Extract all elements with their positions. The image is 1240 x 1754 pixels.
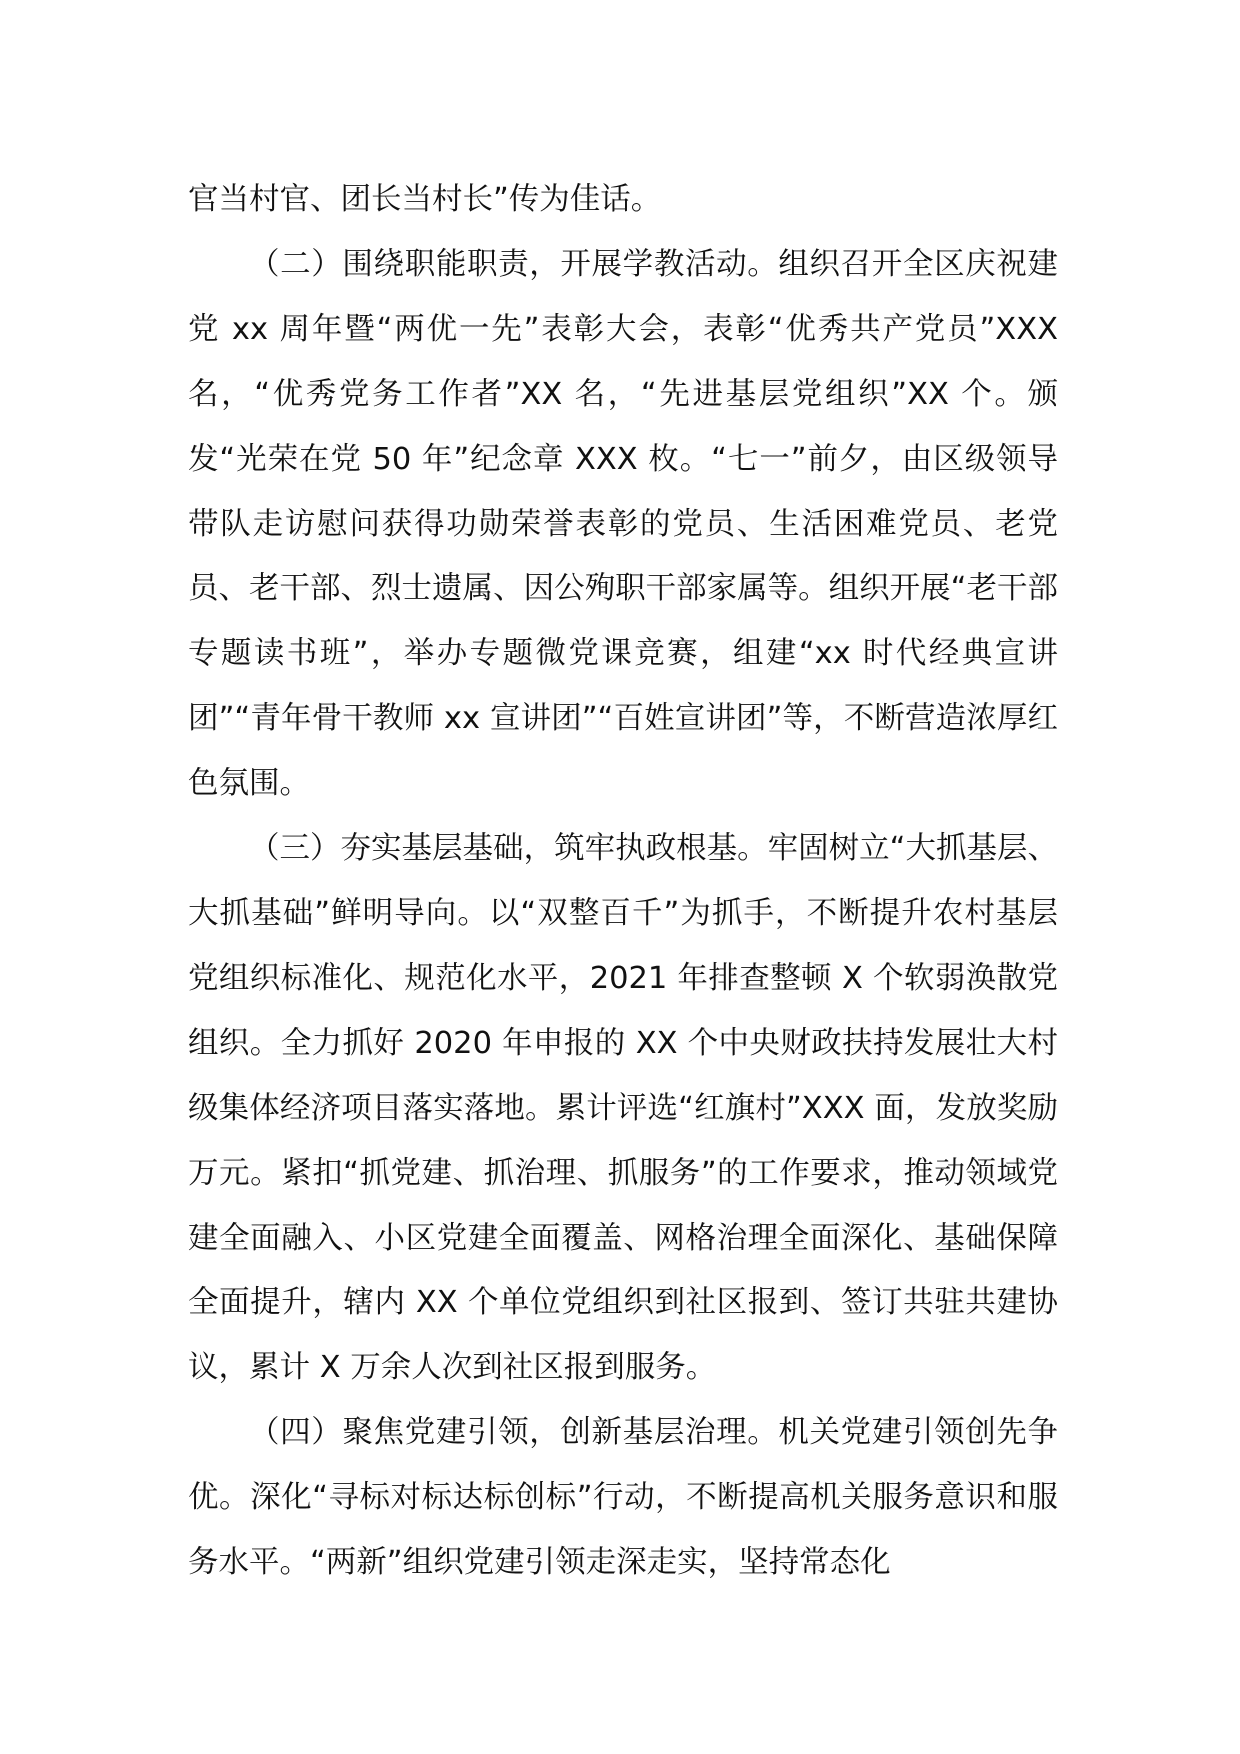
paragraph-section-three: （三）夯实基层基础，筑牢执政根基。牢固树立“大抓基层、大抓基础”鲜明导向。以“双整百千”为抓手，不断提升农村基层党组织标准化、规范化水平，2021 年排查整顿 X 个软弱涣散党组织。全力抓好 2020 年申报的 XX 个中央财政扶持发展壮大村级集体经济项目落实落地。累计评选“红旗村”XXX 面，发放奖励万元。紧扣“抓党建、抓治理、抓服务”的工作要求，推动领域党建全面融入、小区党建全面覆盖、网格治理全面深化、基础保障全面提升，辖内 XX 个单位党组织到社区报到、签订共驻共建协议，累计 X 万余人次到社区报到服务。 (188, 831, 1058, 1386)
paragraph-section-four: （四）聚焦党建引领，创新基层治理。机关党建引领创先争优。深化“寻标对标达标创标”行动，不断提高机关服务意识和服务水平。“两新”组织党建引领走深走实，坚持常态化 (188, 1415, 1058, 1581)
paragraph-continuation: 官当村官、团长当村长”传为佳话。 (188, 182, 662, 217)
document-body (188, 168, 1058, 1596)
paragraph-section-two: （二）围绕职能职责，开展学教活动。组织召开全区庆祝建党 xx 周年暨“两优一先”表彰大会，表彰“优秀共产党员”XXX 名，“优秀党务工作者”XX 名，“先进基层党组织”XX 个。颁发“光荣在党 50 年”纪念章 XXX 枚。“七一”前夕，由区级领导带队走访慰问获得功勋荣誉表彰的党员、生活困难党员、老党员、老干部、烈士遗属、因公殉职干部家属等。组织开展“老干部专题读书班”，举办专题微党课竞赛，组建“xx 时代经典宣讲团”“青年骨干教师 xx 宣讲团”“百姓宣讲团”等，不断营造浓厚红色氛围。 (188, 246, 1058, 802)
